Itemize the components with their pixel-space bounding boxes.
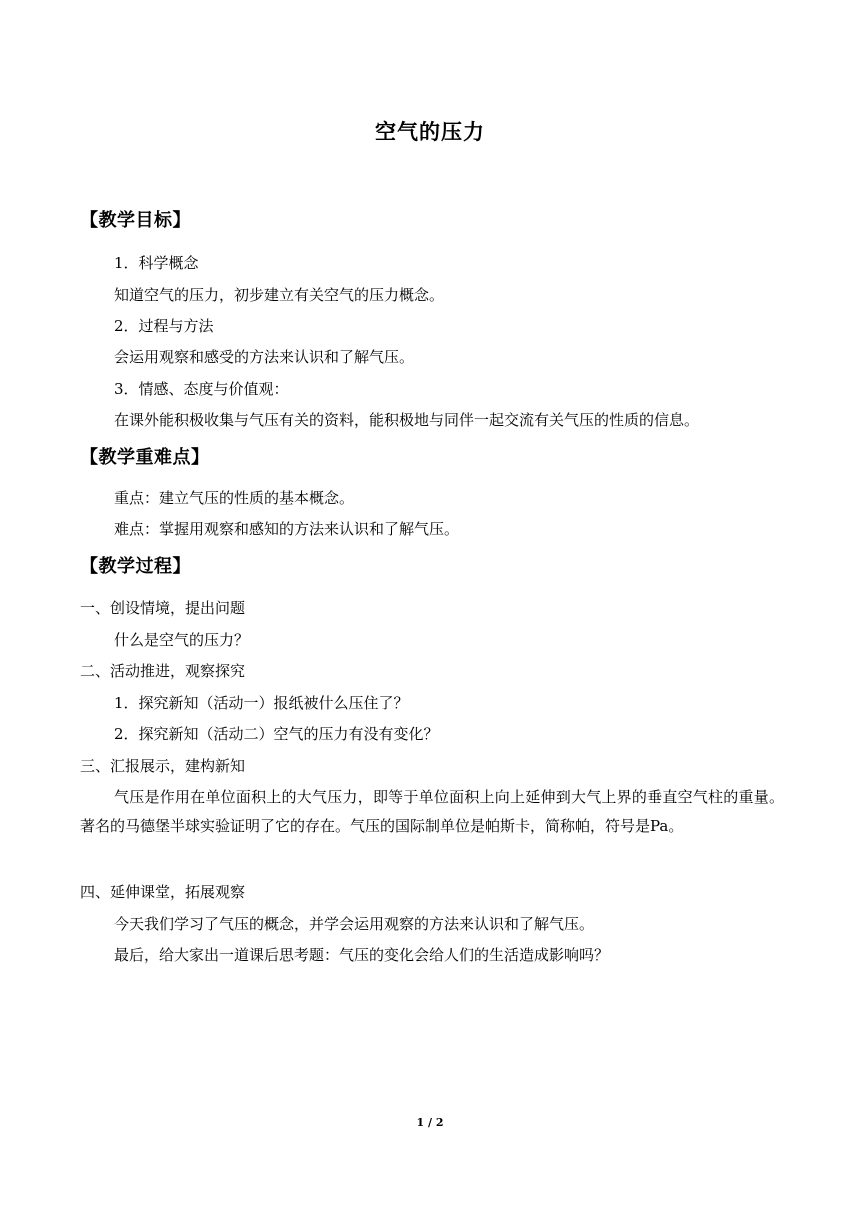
objective-line: 会运用观察和感受的方法来认识和了解气压。	[114, 348, 415, 366]
process-step-line: 1．探究新知（活动一）报纸被什么压住了？	[114, 694, 409, 712]
section-heading-objectives: 【教学目标】	[80, 210, 191, 231]
document-title: 空气的压力	[375, 120, 485, 144]
key-point-line: 难点：掌握用观察和感知的方法来认识和了解气压。	[114, 520, 460, 538]
section-heading-key-points: 【教学重难点】	[80, 447, 210, 468]
page-number: 1 / 2	[416, 1116, 444, 1129]
process-step-line: 最后，给大家出一道课后思考题：气压的变化会给人们的生活造成影响吗？	[114, 946, 610, 964]
objective-line: 在课外能积极收集与气压有关的资料，能积极地与同伴一起交流有关气压的性质的信息。	[114, 411, 700, 429]
process-step-paragraph: 气压是作用在单位面积上的大气压力，即等于单位面积上向上延伸到大气上界的垂直空气柱的重量。著名的马德堡半球实验证明了它的存在。气压的国际制单位是帕斯卡，简称帕，符号是Pa。	[80, 788, 784, 835]
section-heading-process: 【教学过程】	[80, 556, 191, 577]
objective-line: 知道空气的压力，初步建立有关空气的压力概念。	[114, 286, 445, 304]
key-point-line: 重点：建立气压的性质的基本概念。	[114, 489, 355, 507]
process-step-line: 什么是空气的压力？	[114, 631, 250, 649]
process-step-title: 一、创设情境，提出问题	[80, 599, 246, 617]
objective-line: 3．情感、态度与价值观：	[114, 380, 289, 398]
process-step-line: 2．探究新知（活动二）空气的压力有没有变化？	[114, 725, 439, 743]
process-step-title: 三、汇报展示，建构新知	[80, 757, 246, 775]
process-step-title: 四、延伸课堂，拓展观察	[80, 883, 246, 901]
process-step-line: 今天我们学习了气压的概念，并学会运用观察的方法来认识和了解气压。	[114, 915, 595, 933]
objective-line: 1．科学概念	[114, 254, 199, 272]
process-step-title: 二、活动推进，观察探究	[80, 662, 246, 680]
objective-line: 2．过程与方法	[114, 317, 214, 335]
